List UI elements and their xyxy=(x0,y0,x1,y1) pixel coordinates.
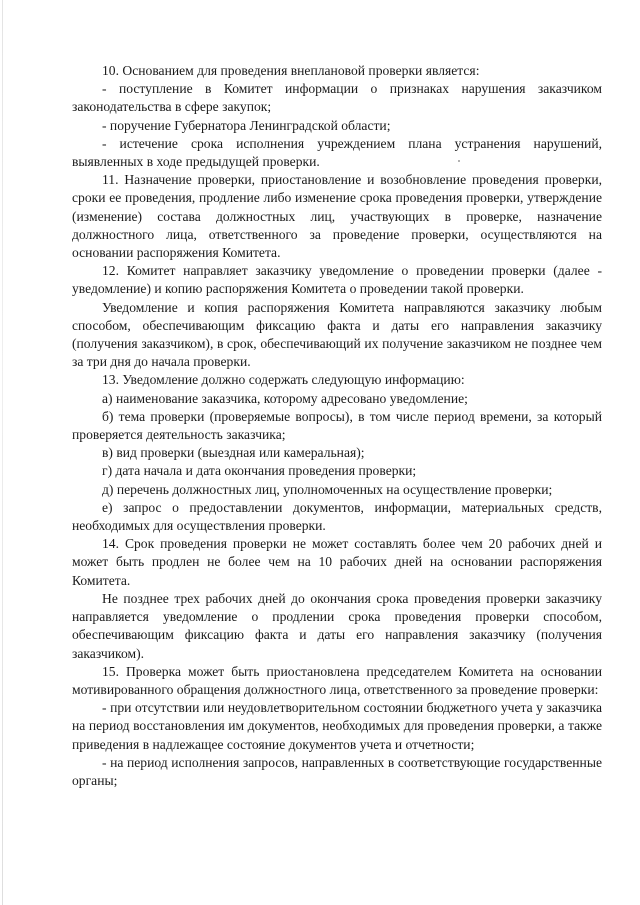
list-item: б) тема проверки (проверяемые вопросы), в том числе период времени, за который проверяется деятельность заказчика; xyxy=(72,408,602,443)
document-body xyxy=(72,62,602,790)
list-item: а) наименование заказчика, которому адресовано уведомление; xyxy=(102,390,468,406)
list-item: - на период исполнения запросов, направленных в соответствующие государственные органы; xyxy=(72,754,602,788)
paragraph-12-continued: Уведомление и копия распоряжения Комитета направляются заказчику любым способом, обеспечивающим фиксацию факта и даты его направления заказчику (получения заказчиком), в срок, обеспечивающий их получение заказчиком не позднее чем за три дня до начала проверки. xyxy=(72,299,602,370)
paragraph-10-heading: 10. Основанием для проведения внеплановой проверки является: xyxy=(102,63,480,78)
paragraph-14-continued: Не позднее трех рабочих дней до окончания срока проведения проверки заказчику направляется уведомление о продлении срока проведения проверки способом, обеспечивающим фиксацию факта и даты его направления заказчику (получения заказчиком). xyxy=(72,590,602,661)
list-item: е) запрос о предоставлении документов, информации, материальных средств, необходимых для осуществления проверки. xyxy=(72,499,602,534)
list-item: в) вид проверки (выездная или камеральная); xyxy=(102,445,365,461)
list-item: - поступление в Комитет информации о признаках нарушения заказчиком законодательства в сфере закупок; xyxy=(72,81,602,115)
list-item: - поручение Губернатора Ленинградской области; xyxy=(102,117,391,133)
list-item: д) перечень должностных лиц, уполномоченных на осуществление проверки; xyxy=(102,481,553,497)
list-item: - при отсутствии или неудовлетворительном состоянии бюджетного учета у заказчика на период восстановления им документов, необходимых для проведения проверки, а также приведения в надлежащее состояние документов учета и отчетности; xyxy=(72,700,602,752)
paragraph-12: 12. Комитет направляет заказчику уведомление о проведении проверки (далее - уведомление) и копию распоряжения Комитета о проведении такой проверки. xyxy=(72,263,602,297)
paragraph-15: 15. Проверка может быть приостановлена председателем Комитета на основании мотивированного обращения должностного лица, ответственного за проведение проверки: xyxy=(72,663,602,697)
list-item: - истечение срока исполнения учреждением плана устранения нарушений, выявленных в ходе предыдущей проверки. xyxy=(72,135,602,170)
paragraph-11: 11. Назначение проверки, приостановление и возобновление проведения проверки, сроки ее проведения, продление либо изменение срока проведения проверки, утверждение (изменение) состава должностных лиц, участвующих в проверке, назначение должностного лица, ответственного за проведение проверки, осуществляются на основании распоряжения Комитета. xyxy=(72,172,602,261)
scan-edge xyxy=(2,0,3,905)
paragraph-14: 14. Срок проведения проверки не может составлять более чем 20 рабочих дней и может быть продлен не более чем на 10 рабочих дней на основании распоряжения Комитета. xyxy=(72,536,602,588)
paragraph-13-heading: 13. Уведомление должно содержать следующую информацию: xyxy=(102,372,465,388)
list-item: г) дата начала и дата окончания проведения проверки; xyxy=(102,463,417,479)
